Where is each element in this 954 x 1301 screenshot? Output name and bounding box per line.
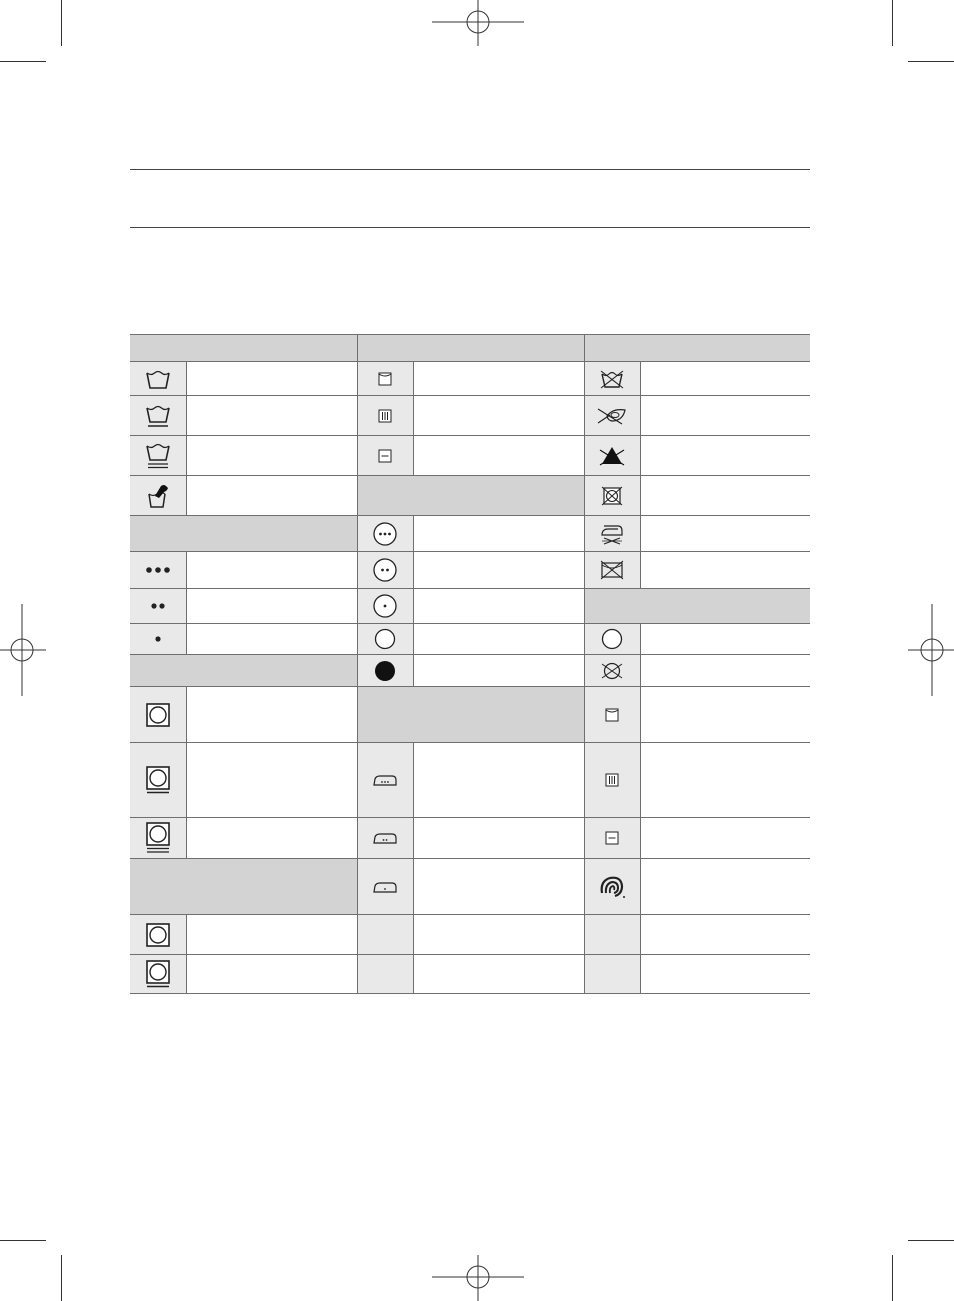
care-symbols-table [130,334,810,994]
drip-dry-icon [377,408,393,424]
symbol-cell [130,915,186,955]
symbol-cell [584,396,640,436]
description-cell [413,624,584,655]
circle-three-dots-icon [372,521,398,547]
symbol-cell [357,624,413,655]
table-row [130,687,810,743]
description-cell [413,915,584,955]
description-cell [186,436,357,476]
description-cell [186,915,357,955]
description-cell [640,655,810,687]
group-header [357,687,584,743]
symbol-cell [357,915,413,955]
description-cell [413,955,584,994]
table-row [130,589,810,624]
table-row [130,655,810,687]
column-header [357,335,584,362]
description-cell [413,362,584,396]
symbol-cell [357,589,413,624]
tumble-dry-one-bar-icon [145,765,171,795]
washtub-one-bar-icon [145,402,171,430]
symbol-cell [357,859,413,915]
symbol-cell [130,955,186,994]
description-cell [640,362,810,396]
column-header [584,335,810,362]
group-header [130,859,357,915]
description-cell [413,655,584,687]
dry-flat-icon [377,448,393,464]
description-cell [413,818,584,859]
description-cell [186,624,357,655]
crop-mark [0,1240,46,1241]
circle-one-dot-icon [372,593,398,619]
group-header [584,589,810,624]
symbol-cell [357,655,413,687]
description-cell [186,589,357,624]
heading-rule-bottom [130,227,810,228]
iron-two-dots-icon [372,830,398,846]
table-row [130,396,810,436]
symbol-cell [584,516,640,552]
table-row [130,915,810,955]
description-cell [640,624,810,655]
description-cell [186,396,357,436]
description-cell [186,743,357,818]
table-row [130,476,810,516]
description-cell [640,955,810,994]
do-not-iron-steam-icon [598,523,626,545]
heading-rule-top [130,169,810,170]
three-dots-icon [144,565,172,575]
description-cell [640,436,810,476]
tumble-dry-one-bar-icon [145,959,171,989]
hand-wash-icon [145,482,171,510]
table-row [130,743,810,818]
washtub-icon [145,367,171,391]
group-header [130,655,357,687]
symbol-cell [357,516,413,552]
one-dot-icon [153,634,163,644]
symbol-cell [584,436,640,476]
symbol-cell [357,818,413,859]
description-cell [413,436,584,476]
description-cell [186,955,357,994]
symbol-cell [584,818,640,859]
description-cell [640,859,810,915]
washtub-two-bars-icon [145,441,171,471]
two-dots-icon [148,601,168,611]
table-row [130,955,810,994]
crop-mark [0,61,46,62]
do-not-dry-clean-icon [599,660,625,682]
description-cell [186,362,357,396]
description-cell [186,476,357,516]
do-not-wash-icon [599,368,625,390]
woolmark-icon [597,873,627,901]
crop-mark [908,61,954,62]
do-not-tumble-dry-icon [600,485,624,507]
description-cell [640,476,810,516]
symbol-cell [130,362,186,396]
description-cell [640,743,810,818]
table-header-row [130,335,810,362]
description-cell [186,818,357,859]
tumble-dry-icon [145,702,171,728]
symbol-cell [357,552,413,589]
symbol-cell [130,476,186,516]
circle-two-dots-icon [372,557,398,583]
symbol-cell [130,687,186,743]
description-cell [413,743,584,818]
iron-three-dots-icon [372,772,398,788]
crop-mark [61,0,62,46]
table-row [130,624,810,655]
symbol-cell [130,818,186,859]
empty-circle-icon [373,627,397,651]
symbol-cell [130,436,186,476]
group-header [357,476,584,516]
group-header [130,516,357,552]
iron-one-dot-icon [372,879,398,895]
tumble-dry-icon [145,922,171,948]
tumble-dry-two-bars-icon [145,821,171,855]
registration-mark-icon [432,1255,524,1301]
page-title [130,180,810,216]
dry-clean-circle-icon [600,627,624,651]
do-not-bleach-icon [595,406,629,426]
symbol-cell [357,396,413,436]
description-cell [640,552,810,589]
filled-circle-icon [373,659,397,683]
description-cell [413,396,584,436]
symbol-cell [584,624,640,655]
symbol-cell [584,655,640,687]
dry-flat-icon [604,830,620,846]
symbol-cell [357,955,413,994]
symbol-cell [584,859,640,915]
symbol-cell [584,687,640,743]
table-row [130,859,810,915]
table-row [130,362,810,396]
table-row [130,516,810,552]
description-cell [413,552,584,589]
registration-mark-icon [908,604,954,696]
symbol-cell [357,436,413,476]
do-not-chlorine-bleach-icon [598,445,626,467]
symbol-cell [584,955,640,994]
description-cell [640,818,810,859]
symbol-cell [130,396,186,436]
section-heading [130,290,810,320]
symbol-cell [584,743,640,818]
description-cell [186,552,357,589]
description-cell [640,396,810,436]
table-row [130,552,810,589]
symbol-cell [357,743,413,818]
crop-mark [892,0,893,46]
crop-mark [61,1255,62,1301]
crop-mark [892,1255,893,1301]
symbol-cell [130,552,186,589]
description-cell [413,859,584,915]
symbol-cell [357,362,413,396]
symbol-cell [584,552,640,589]
registration-mark-icon [0,604,46,696]
symbol-cell [130,624,186,655]
symbol-cell [130,589,186,624]
symbol-cell [584,915,640,955]
registration-mark-icon [432,0,524,46]
symbol-cell [584,362,640,396]
column-header [130,335,357,362]
crop-mark [908,1240,954,1241]
drip-dry-icon [604,772,620,788]
line-dry-icon [604,707,620,723]
description-cell [413,589,584,624]
description-cell [640,516,810,552]
description-cell [640,915,810,955]
description-cell [186,687,357,743]
line-dry-icon [377,371,393,387]
symbol-cell [584,476,640,516]
table-row [130,818,810,859]
description-cell [640,687,810,743]
description-cell [413,516,584,552]
symbol-cell [130,743,186,818]
table-row [130,436,810,476]
do-not-iron-icon [598,559,626,581]
